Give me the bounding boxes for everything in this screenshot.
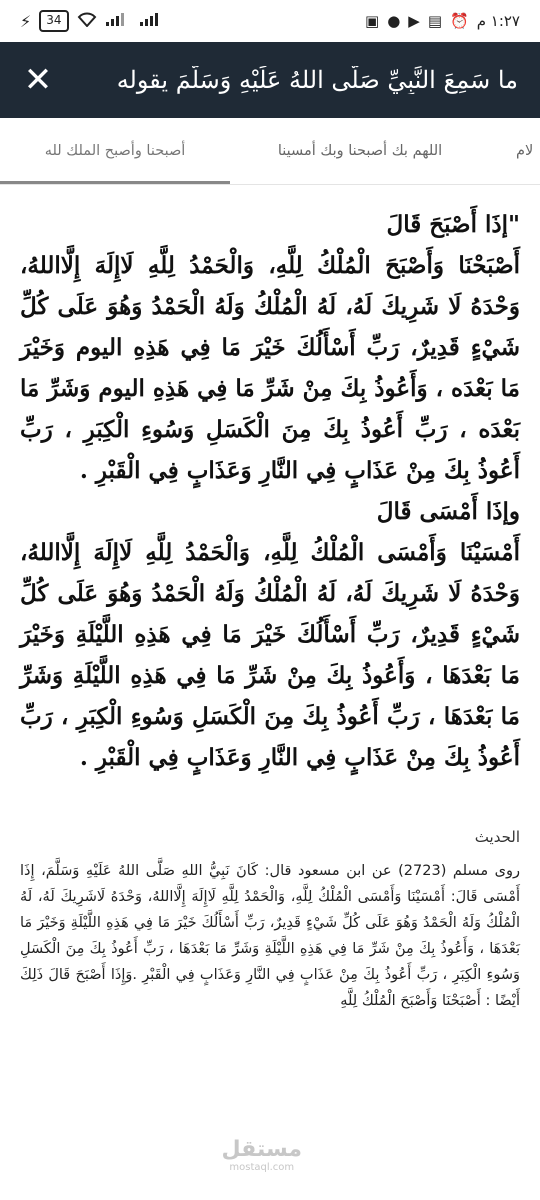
status-bar-left (20, 10, 165, 32)
dhikr-opening: "إذَا أَصْبَحَ قَالَ (386, 211, 520, 238)
status-bar-right (365, 12, 520, 30)
wifi-icon (77, 11, 97, 31)
watermark-logo (222, 1138, 302, 1174)
signal-icon (105, 11, 131, 31)
hadith-section (20, 824, 520, 1014)
tab-allahumma[interactable]: اللهم بك أصبحنا وبك أمسينا (277, 143, 443, 159)
dhikr-evening: أَمْسَيْنَا وَأَمْسَى الْمُلْكُ لِلَّهِ، وَالْحَمْدُ لِلَّهِ لَاإِلَهَ إِلَّااللهُ، وَحْدَهُ لَا شَرِيكَ لَهُ، لَهُ الْمُلْكُ وَلَهُ الْحَمْدُ وَهُوَ عَلَى كُلِّ شَيْءٍ قَدِيرٌ، رَبِّ أَسْأَلُكَ خَيْرَ مَا فِي هَذِهِ اللَّيْلَةِ وَخَيْرَ مَا بَعْدَهَا ، وَأَعُوذُ بِكَ مِنْ شَرِّ مَا فِي هَذِهِ اللَّيْلَةِ وَشَرِّ مَا بَعْدَهَا ، رَبِّ أَعُوذُ بِكَ مِنَ الْكَسَلِ وَسُوءِ الْكِبَرِ ، رَبِّ أَعُوذُ بِكَ مِنْ عَذَابٍ فِي النَّارِ وَعَذَابٍ فِي الْقَبْرِ . (20, 539, 520, 771)
dhikr-text (20, 204, 520, 778)
status-bar (0, 0, 540, 42)
dhikr-morning: أَصْبَحْنَا وَأَصْبَحَ الْمُلْكُ لِلَّهِ، وَالْحَمْدُ لِلَّهِ لَاإِلَهَ إِلَّااللهُ، وَحْدَهُ لَا شَرِيكَ لَهُ، لَهُ الْمُلْكُ وَلَهُ الْحَمْدُ وَهُوَ عَلَى كُلِّ شَيْءٍ قَدِيرٌ، رَبِّ أَسْأَلُكَ خَيْرَ مَا فِي هَذِهِ اليوم وَخَيْرَ مَا بَعْدَه ، وَأَعُوذُ بِكَ مِنْ شَرِّ مَا فِي هَذِهِ اليوم وَشَرِّ مَا بَعْدَه ، رَبِّ أَعُوذُ بِكَ مِنَ الْكَسَلِ وَسُوءِ الْكِبَرِ ، رَبِّ أَعُوذُ بِكَ مِنْ عَذَابٍ فِي النَّارِ وَعَذَابٍ فِي الْقَبْرِ . (20, 252, 520, 484)
close-icon[interactable]: ✕ (23, 60, 53, 100)
play-icon: ▶ (408, 12, 420, 30)
tab-morning[interactable]: أصبحنا وأصبح الملك لله (44, 143, 186, 159)
watermark-latin: mostaql.com (229, 1162, 295, 1173)
tab-bar (0, 118, 540, 185)
tab-next[interactable]: لام (516, 143, 534, 159)
hadith-heading: الحديث (474, 828, 520, 846)
bolt-icon: ⚡ (20, 11, 32, 31)
circle-icon: ● (387, 12, 401, 30)
watermark-arabic: مستقل (221, 1137, 302, 1162)
alarm-icon: ⏰ (450, 12, 469, 30)
clock-time: ١:٢٧ م (476, 12, 520, 30)
dhikr-evening-opening: وإذَا أَمْسَى قَالَ (376, 498, 520, 525)
clipboard-icon: ▤ (427, 12, 443, 30)
app-bar (0, 42, 540, 118)
hadith-text: روى مسلم (2723) عن ابن مسعود قال: كَانَ نَبِيُّ اللهِ صَلَّى اللهُ عَلَيْهِ وَسَلَّمَ، إِذَا أَمْسَى قَالَ: أَمْسَيْنَا وَأَمْسَى الْمُلْكُ لِلَّهِ، وَالْحَمْدُ لِلَّهِ لَاإِلَهَ إِلَّااللهُ، وَحْدَهُ لَاشَرِيكَ لَهُ، لَهُ الْمُلْكُ وَلَهُ الْحَمْدُ وَهُوَ عَلَى كُلِّ شَيْءٍ قَدِيرٌ، رَبِّ أَسْأَلُكَ خَيْرَ مَا فِي هَذِهِ اللَّيْلَةِ وَخَيْرَ مَا بَعْدَهَا ، وَأَعُوذُ بِكَ مِنْ شَرِّ مَا فِي هَذِهِ اللَّيْلَةِ وَشَرِّ مَا بَعْدَهَا ، رَبِّ أَعُوذُ بِكَ مِنَ الْكَسَلِ وَسُوءِ الْكِبَرِ ، رَبِّ أَعُوذُ بِكَ مِنْ عَذَابٍ فِي النَّارِ وَعَذَابٍ فِي الْقَبْرِ .وَإِذَا أَصْبَحَ قَالَ ذَلِكَ أَيْضًا : أَصْبَحْنَا وَأَصْبَحَ الْمُلْكُ لِلَّهِ (20, 863, 521, 1009)
signal-icon-2 (139, 11, 165, 31)
image-icon: ▣ (365, 12, 380, 30)
page-title: ما سَمِعَ النَّبِيِّ صَلَّى اللهُ عَلَيْهِ وَسَلَّمَ يقوله (116, 66, 518, 94)
content-area[interactable] (0, 184, 540, 1200)
battery-indicator: 34 (39, 10, 68, 32)
